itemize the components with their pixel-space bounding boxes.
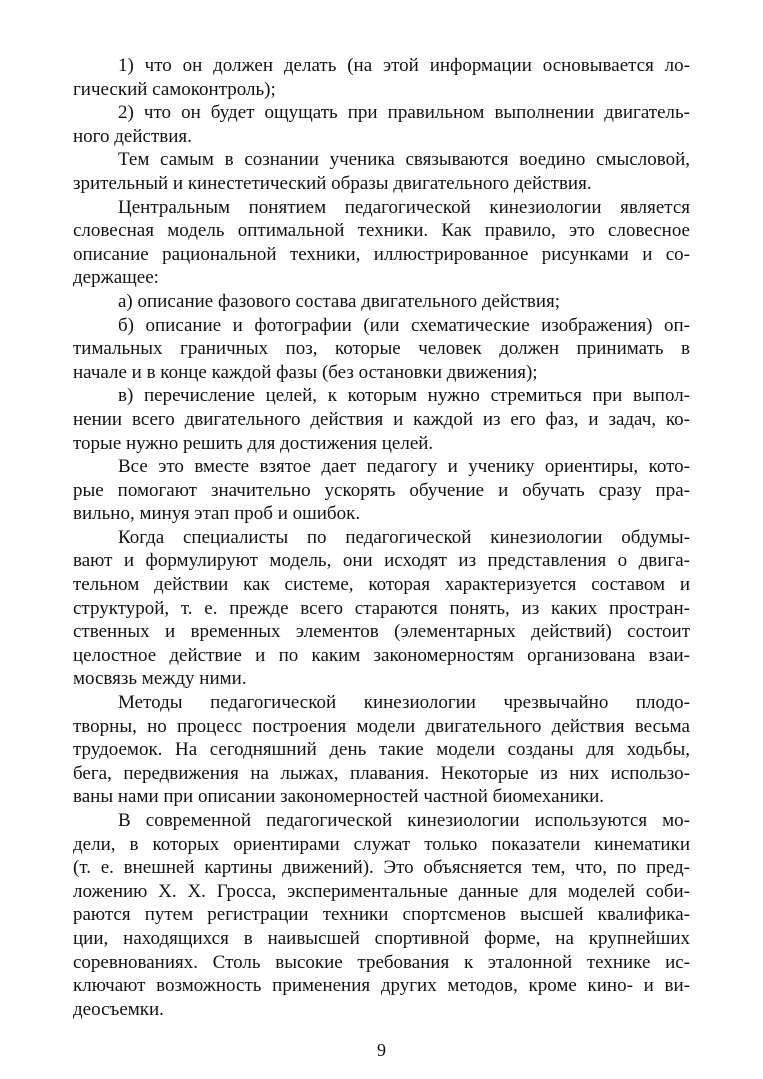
page-number: 9 (377, 1040, 386, 1060)
text-line: творны, но процесс построения модели двигательного действия весьма (73, 715, 690, 737)
text-line: рые помогают значительно ускорять обучение и обучать сразу пра- (73, 479, 690, 501)
text-line: б) описание и фотографии (или схематические изображения) оп- (118, 314, 690, 336)
text-line: а) описание фазового состава двигательного действия; (118, 290, 561, 312)
paragraph (73, 290, 690, 314)
body-text (73, 54, 690, 1021)
text-line: тельном действии как системе, которая характеризуется составом и (73, 574, 690, 596)
text-line: 1) что он должен делать (на этой информации основывается ло- (118, 55, 690, 76)
text-line: тимальных граничных поз, которые человек должен принимать в (73, 338, 690, 360)
text-line: Методы педагогической кинезиологии чрезвычайно плодо- (118, 692, 690, 714)
paragraph (73, 314, 690, 385)
text-line: бега, передвижения на лыжах, плавания. Некоторые из них использо- (73, 762, 690, 784)
text-line: ственных и временных элементов (элементарных действий) состоит (73, 621, 690, 643)
paragraph (73, 809, 690, 1021)
text-line: Все это вместе взятое дает педагогу и ученику ориентиры, кото- (118, 456, 690, 478)
paragraph (73, 148, 690, 195)
paragraph (73, 196, 690, 290)
text-line: в) перечисление целей, к которым нужно стремиться при выпол- (118, 385, 690, 407)
text-line: целостное действие и по каким закономерностям организована взаи- (73, 644, 690, 666)
text-line: Когда специалисты по педагогической кинезиологии обдумы- (118, 526, 690, 548)
text-line: описание рациональной техники, иллюстрированное рисунками и со- (73, 243, 690, 265)
text-line: нении всего двигательного действия и каждой из его фаз, и задач, ко- (73, 408, 690, 430)
text-line: зрительный и кинестетический образы двигательного действия. (73, 172, 592, 194)
text-line: ложению Х. Х. Гросса, экспериментальные данные для моделей соби- (73, 880, 690, 902)
text-line: дели, в которых ориентирами служат только показатели кинематики (73, 833, 690, 855)
text-line: ключают возможность применения других методов, кроме кино- и ви- (73, 975, 690, 997)
text-line: ции, находящихся в наивысшей спортивной форме, на крупнейших (73, 927, 690, 949)
text-line: вильно, минуя этап проб и ошибок. (73, 503, 361, 525)
text-line: (т. е. внешней картины движений). Это объясняется тем, что, по пред- (73, 857, 690, 879)
text-line: ного действия. (73, 125, 192, 147)
text-line: структурой, т. е. прежде всего стараются понять, из каких простран- (73, 597, 690, 619)
text-line: 2) что он будет ощущать при правильном выполнении двигатель- (118, 102, 690, 124)
text-line: торые нужно решить для достижения целей. (73, 432, 434, 454)
text-line: раются путем регистрации техники спортсменов высшей квалифика- (73, 904, 690, 926)
text-line: Тем самым в сознании ученика связываются воедино смысловой, (118, 149, 690, 171)
text-line: гический самоконтроль); (73, 78, 276, 100)
text-line: деосъемки. (73, 998, 164, 1020)
text-line: мосвязь между ними. (73, 668, 247, 690)
text-line: вают и формулируют модель, они исходят из представления о двига- (73, 550, 690, 572)
paragraph (73, 384, 690, 455)
text-line: словесная модель оптимальной техники. Как правило, это словесное (73, 220, 690, 242)
text-line: соревнованиях. Столь высокие требования к эталонной технике ис- (73, 951, 690, 973)
paragraph (73, 691, 690, 809)
text-line: ваны нами при описании закономерностей частной биомеханики. (73, 786, 605, 808)
text-line: держащее: (73, 267, 159, 289)
paragraph (73, 101, 690, 148)
text-line: Центральным понятием педагогической кинезиологии является (118, 196, 690, 218)
paragraph (73, 526, 690, 691)
text-line: начале и в конце каждой фазы (без остановки движения); (73, 361, 538, 383)
paragraph (73, 455, 690, 526)
text-line: В современной педагогической кинезиологии используются мо- (118, 810, 690, 831)
paragraph (73, 54, 690, 101)
text-line: трудоемок. На сегодняшний день такие модели созданы для ходьбы, (73, 739, 690, 761)
